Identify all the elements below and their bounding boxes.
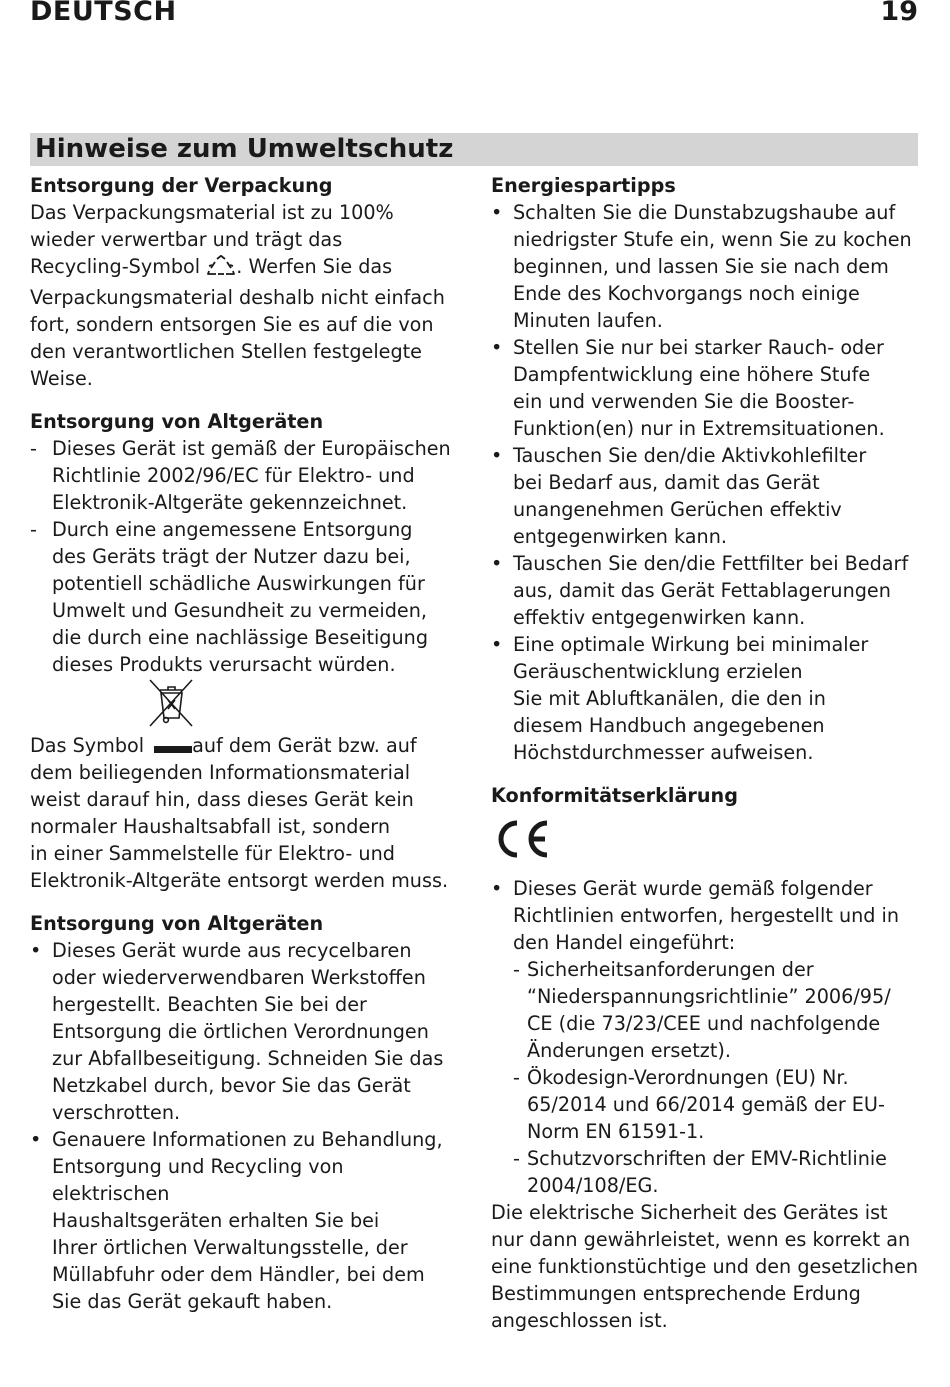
dash-marker: - [513, 1066, 520, 1089]
list-line: dieses Produkts verursacht würden. [52, 653, 396, 676]
packaging-text: Recycling-Symbol [30, 255, 201, 278]
list-line: Änderungen ersetzt). [527, 1039, 731, 1062]
list-line: Funktion(en) nur in Extremsituationen. [513, 417, 885, 440]
section-title: Hinweise zum Umweltschutz [35, 134, 454, 164]
list-line: Entsorgung und Recycling von elektrischen [52, 1155, 344, 1205]
list-line: bei Bedarf aus, damit das Gerät [513, 471, 820, 494]
list-line: Müllabfuhr oder dem Händler, bei dem [52, 1263, 425, 1286]
bullet-marker: • [30, 1128, 42, 1151]
symbol-text: Das Symbol [30, 734, 145, 757]
list-line: Dieses Gerät ist gemäß der Europäischen [52, 437, 451, 460]
list-line: Durch eine angemessene Entsorgung [52, 518, 413, 541]
list-line: Ökodesign-Verordnungen (EU) Nr. [527, 1066, 849, 1089]
dash-marker: - [513, 958, 520, 981]
list-line: den Handel eingeführt: [513, 931, 736, 954]
directives-list [513, 956, 921, 1199]
closing-line: nur dann gewährleistet, wenn es korrekt an [491, 1228, 911, 1251]
list-item [513, 956, 921, 1064]
dash-marker: - [30, 437, 37, 460]
list-line: Stellen Sie nur bei starker Rauch- oder [513, 336, 884, 359]
list-item [491, 550, 921, 631]
header-language: DEUTSCH [30, 0, 177, 27]
bullet-marker: • [491, 877, 503, 900]
list-item [491, 442, 921, 550]
bullet-marker: • [491, 633, 503, 656]
ce-mark-icon [491, 843, 555, 866]
list-line: Schalten Sie die Dunstabzugshaube auf [513, 201, 896, 224]
list-item [30, 937, 460, 1126]
recycling-icon [206, 255, 236, 284]
closing-line: Bestimmungen entsprechende Erdung [491, 1282, 861, 1305]
bullet-marker: • [491, 336, 503, 359]
list-line: unangenehmen Gerüchen effektiv [513, 498, 842, 521]
left-column [30, 172, 460, 1315]
list-item [513, 1064, 921, 1145]
symbol-line [30, 732, 460, 759]
symbol-line: Elektronik-Altgeräte entsorgt werden muss. [30, 869, 449, 892]
list-line: oder wiederverwendbaren Werkstoffen [52, 966, 426, 989]
list-line: Sie das Gerät gekauft haben. [52, 1290, 333, 1313]
symbol-line: dem beiliegenden Informationsmaterial [30, 761, 411, 784]
symbol-line: in einer Sammelstelle für Elektro- und [30, 842, 395, 865]
symbol-line: normaler Haushaltsabfall ist, sondern [30, 815, 390, 838]
list-line: zur Abfallbeseitigung. Schneiden Sie das [52, 1047, 444, 1070]
list-line: Sie mit Abluftkanälen, die den in [513, 687, 826, 710]
list-line: 2004/108/EG. [527, 1174, 659, 1197]
list-line: hergestellt. Beachten Sie bei der [52, 993, 367, 1016]
packaging-line: fort, sondern entsorgen Sie es auf die von [30, 313, 434, 336]
old-devices-list [30, 435, 460, 678]
bullet-marker: • [491, 201, 503, 224]
list-line: diesem Handbuch angegebenen [513, 714, 825, 737]
list-item [491, 199, 921, 334]
list-line: Dieses Gerät wurde aus recycelbaren [52, 939, 412, 962]
list-line: Eine optimale Wirkung bei minimaler [513, 633, 869, 656]
crossed-out-bin-icon [148, 678, 194, 761]
bullet-marker: • [491, 444, 503, 467]
section-title-bar [30, 133, 918, 166]
heading-conformity: Konformitätserklärung [491, 784, 738, 807]
energy-tips-list [491, 199, 921, 766]
closing-line: Die elektrische Sicherheit des Gerätes ist [491, 1201, 888, 1224]
list-item [513, 1145, 921, 1199]
heading-old-devices: Entsorgung von Altgeräten [30, 912, 324, 935]
list-line: Dieses Gerät wurde gemäß folgender [513, 877, 873, 900]
packaging-text: . Werfen Sie das [236, 255, 393, 278]
dash-marker: - [513, 1147, 520, 1170]
list-line: Dampfentwicklung eine höhere Stufe [513, 363, 871, 386]
list-line: Genauere Informationen zu Behandlung, [52, 1128, 443, 1151]
heading-packaging: Entsorgung der Verpackung [30, 174, 333, 197]
list-line: Geräuschentwicklung erzielen [513, 660, 803, 683]
page-number: 19 [880, 0, 918, 27]
list-line: CE (die 73/23/CEE und nachfolgende [527, 1012, 881, 1035]
bullet-marker: • [491, 552, 503, 575]
packaging-line: Das Verpackungsmaterial ist zu 100% [30, 201, 394, 224]
packaging-line [30, 253, 460, 284]
packaging-line: wieder verwertbar und trägt das [30, 228, 343, 251]
old-devices-list [30, 937, 460, 1315]
list-item [30, 1126, 460, 1315]
list-line: Schutzvorschriften der EMV-Richtlinie [527, 1147, 887, 1170]
conformity-list [491, 875, 921, 956]
list-line: aus, damit das Gerät Fettablagerungen [513, 579, 891, 602]
list-line: Richtlinien entworfen, hergestellt und in [513, 904, 900, 927]
list-line: Entsorgung die örtlichen Verordnungen [52, 1020, 429, 1043]
list-line: “Niederspannungsrichtlinie” 2006/95/ [527, 985, 891, 1008]
list-line: 65/2014 und 66/2014 gemäß der EU- [527, 1093, 885, 1116]
closing-line: angeschlossen ist. [491, 1309, 668, 1332]
list-line: beginnen, und lassen Sie sie nach dem [513, 255, 889, 278]
list-item [491, 631, 921, 766]
list-line: Ende des Kochvorgangs noch einige [513, 282, 860, 305]
list-line: Minuten laufen. [513, 309, 663, 332]
list-line: Richtlinie 2002/96/EC für Elektro- und [52, 464, 415, 487]
list-line: effektiv entgegenwirken kann. [513, 606, 806, 629]
list-line: Haushaltsgeräten erhalten Sie bei [52, 1209, 380, 1232]
list-item [491, 875, 921, 956]
list-item [30, 435, 460, 516]
list-line: niedrigster Stufe ein, wenn Sie zu kochen [513, 228, 912, 251]
list-line: die durch eine nachlässige Beseitigung [52, 626, 428, 649]
packaging-line: den verantwortlichen Stellen festgelegte [30, 340, 422, 363]
list-line: entgegenwirken kann. [513, 525, 727, 548]
list-line: potentiell schädliche Auswirkungen für [52, 572, 425, 595]
bullet-marker: • [30, 939, 42, 962]
list-line: Netzkabel durch, bevor Sie das Gerät [52, 1074, 411, 1097]
closing-line: eine funktionstüchtige und den gesetzlichen [491, 1255, 919, 1278]
list-line: Elektronik-Altgeräte gekennzeichnet. [52, 491, 408, 514]
list-line: Sicherheitsanforderungen der [527, 958, 814, 981]
packaging-line: Verpackungsmaterial deshalb nicht einfach [30, 286, 445, 309]
symbol-text: auf dem Gerät bzw. auf [192, 734, 417, 757]
list-item [30, 516, 460, 678]
packaging-line: Weise. [30, 367, 93, 390]
heading-energy-tips: Energiespartipps [491, 174, 676, 197]
list-line: Norm EN 61591-1. [527, 1120, 705, 1143]
list-line: Ihrer örtlichen Verwaltungsstelle, der [52, 1236, 408, 1259]
list-line: verschrotten. [52, 1101, 181, 1124]
symbol-line: weist darauf hin, dass dieses Gerät kein [30, 788, 414, 811]
list-line: des Geräts trägt der Nutzer dazu bei, [52, 545, 411, 568]
list-line: Umwelt und Gesundheit zu vermeiden, [52, 599, 427, 622]
list-line: Tauschen Sie den/die Fettfilter bei Bedarf [513, 552, 909, 575]
heading-old-devices: Entsorgung von Altgeräten [30, 410, 324, 433]
list-line: ein und verwenden Sie die Booster- [513, 390, 855, 413]
list-item [491, 334, 921, 442]
list-line: Tauschen Sie den/die Aktivkohlefilter [513, 444, 867, 467]
list-line: Höchstdurchmesser aufweisen. [513, 741, 814, 764]
dash-marker: - [30, 518, 37, 541]
right-column [491, 172, 921, 1334]
